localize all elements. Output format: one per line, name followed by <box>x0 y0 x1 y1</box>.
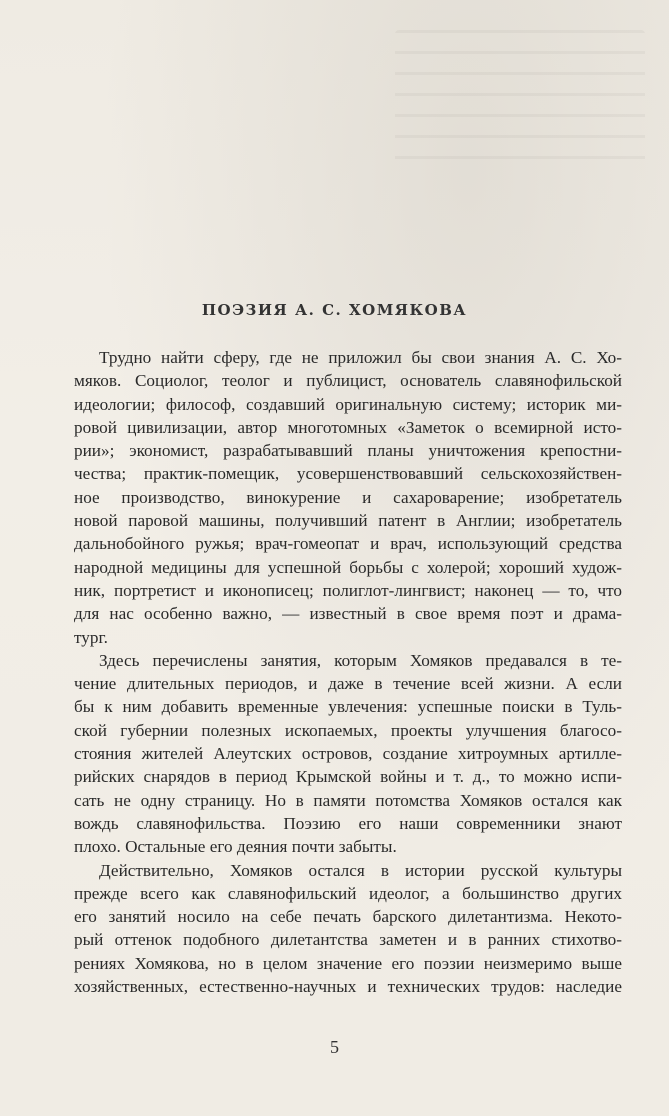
text-line: хозяйственных, естественно-научных и технических трудов: наследие <box>74 977 622 997</box>
text-line: ное производство, винокурение и сахароварение; изобретатель <box>74 487 622 507</box>
text-line: стояния жителей Алеутских островов, создание хитроумных артилле- <box>74 744 622 764</box>
paragraph-3 <box>74 859 622 999</box>
text-line: ровой цивилизации, автор многотомных «Заметок о всемирной исто- <box>74 417 622 437</box>
text-line: ской губернии полезных ископаемых, проекты улучшения благосо- <box>74 720 622 740</box>
text-line: рениях Хомякова, но в целом значение его поэзии неизмеримо выше <box>74 953 622 973</box>
text-line: дальнобойного ружья; врач-гомеопат и врач, использующий средства <box>74 534 622 554</box>
text-line: сать не одну страницу. Но в памяти потомства Хомяков остался как <box>74 790 622 810</box>
body-text <box>74 346 622 998</box>
bleed-through-shadow <box>395 30 645 170</box>
text-line: для нас особенно важно, — известный в свое время поэт и драма- <box>74 604 622 624</box>
text-line: рый оттенок подобного дилетантства заметен и в ранних стихотво- <box>74 930 622 950</box>
text-line: народной медицины для успешной борьбы с холерой; хороший худож- <box>74 557 622 577</box>
paragraph-2 <box>74 649 622 859</box>
text-line: вождь славянофильства. Поэзию его наши современники знают <box>74 813 622 833</box>
chapter-title: ПОЭЗИЯ А. С. ХОМЯКОВА <box>201 301 468 319</box>
text-line: плохо. Остальные его деяния почти забыты. <box>74 837 397 857</box>
text-line: рии»; экономист, разрабатывавший планы уничтожения крепостни- <box>74 441 622 461</box>
text-line: идеологии; философ, создавший оригинальную систему; историк ми- <box>74 394 622 414</box>
text-line: чества; практик-помещик, усовершенствовавший сельскохозяйствен- <box>74 464 622 484</box>
text-line: Трудно найти сферу, где не приложил бы свои знания А. С. Хо- <box>99 348 622 367</box>
page-number: 5 <box>330 1037 339 1057</box>
text-line: Здесь перечислены занятия, которым Хомяков предавался в те- <box>99 650 622 670</box>
text-line: Действительно, Хомяков остался в истории русской культуры <box>99 860 622 880</box>
paragraph-1 <box>74 346 622 649</box>
text-line: его занятий носило на себе печать барского дилетантизма. Некото- <box>74 907 622 927</box>
text-line: мяков. Социолог, теолог и публицист, основатель славянофильской <box>74 371 622 391</box>
text-line: тург. <box>74 627 108 647</box>
text-line: бы к ним добавить временные увлечения: успешные поиски в Туль- <box>74 697 622 717</box>
text-line: ник, портретист и иконописец; полиглот-лингвист; наконец — то, что <box>74 580 622 600</box>
text-line: рийских снарядов в период Крымской войны и т. д., то можно испи- <box>74 767 622 787</box>
text-line: прежде всего как славянофильский идеолог, а большинство других <box>74 883 622 903</box>
text-line: чение длительных периодов, и даже в течение всей жизни. А если <box>74 674 622 694</box>
text-line: новой паровой машины, получивший патент в Англии; изобретатель <box>74 511 622 531</box>
